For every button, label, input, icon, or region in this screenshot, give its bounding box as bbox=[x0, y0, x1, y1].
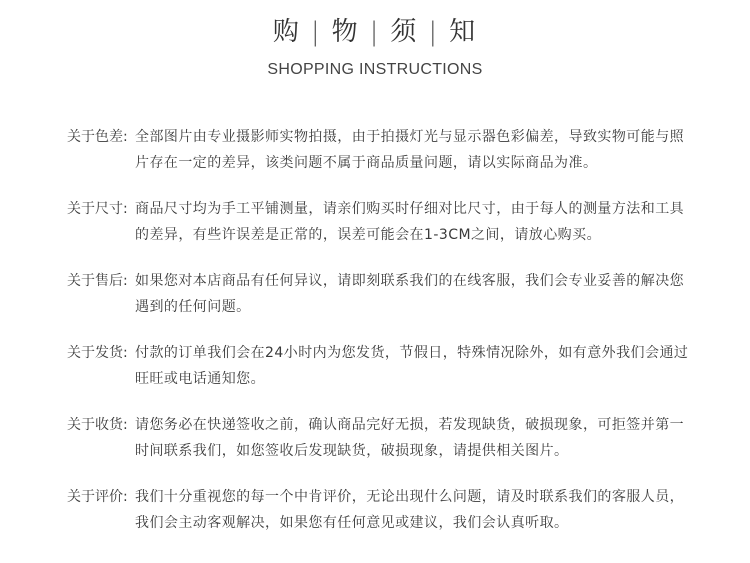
instruction-size bbox=[67, 196, 697, 248]
instruction-label: 关于色差: bbox=[67, 129, 128, 145]
page-title bbox=[0, 12, 750, 52]
instruction-label: 关于收货: bbox=[67, 417, 128, 433]
instruction-text: 全部图片由专业摄影师实物拍摄，由于拍摄灯光与显示器色彩偏差，导致实物可能与照片存在一定的差异，该类问题不属于商品质量问题，请以实际商品为准。 bbox=[135, 129, 685, 171]
instruction-label: 关于尺寸: bbox=[67, 201, 128, 217]
title-separator: | bbox=[310, 17, 322, 47]
instruction-text: 请您务必在快递签收之前，确认商品完好无损，若发现缺货，破损现象，可拒签并第一时间联系我们，如您签收后发现缺货，破损现象，请提供相关图片。 bbox=[135, 417, 685, 459]
instruction-after-sales bbox=[67, 268, 697, 320]
instruction-shipping bbox=[67, 340, 697, 392]
instruction-label: 关于评价: bbox=[67, 489, 128, 505]
instruction-text: 我们十分重视您的每一个中肯评价，无论出现什么问题，请及时联系我们的客服人员，我们会主动客观解决，如果您有任何意见或建议，我们会认真听取。 bbox=[135, 489, 685, 531]
page-subtitle: SHOPPING INSTRUCTIONS bbox=[267, 61, 483, 78]
title-char: 知 bbox=[449, 17, 478, 47]
instruction-text: 如果您对本店商品有任何异议，请即刻联系我们的在线客服，我们会专业妥善的解决您遇到的任何问题。 bbox=[135, 273, 685, 315]
instruction-reviews bbox=[67, 484, 697, 536]
title-char: 须 bbox=[390, 17, 419, 47]
instructions-list bbox=[67, 124, 697, 536]
instruction-receiving bbox=[67, 412, 697, 464]
instruction-label: 关于发货: bbox=[67, 345, 128, 361]
title-char: 购 bbox=[272, 17, 301, 47]
instruction-color-difference bbox=[67, 124, 697, 176]
title-separator: | bbox=[428, 17, 440, 47]
instruction-text: 商品尺寸均为手工平铺测量，请亲们购买时仔细对比尺寸，由于每人的测量方法和工具的差异，有些许误差是正常的，误差可能会在1-3CM之间，请放心购买。 bbox=[135, 201, 685, 243]
title-char: 物 bbox=[331, 17, 360, 47]
instruction-label: 关于售后: bbox=[67, 273, 128, 289]
instruction-text: 付款的订单我们会在24小时内为您发货，节假日，特殊情况除外，如有意外我们会通过旺旺或电话通知您。 bbox=[135, 345, 689, 387]
title-separator: | bbox=[369, 17, 381, 47]
